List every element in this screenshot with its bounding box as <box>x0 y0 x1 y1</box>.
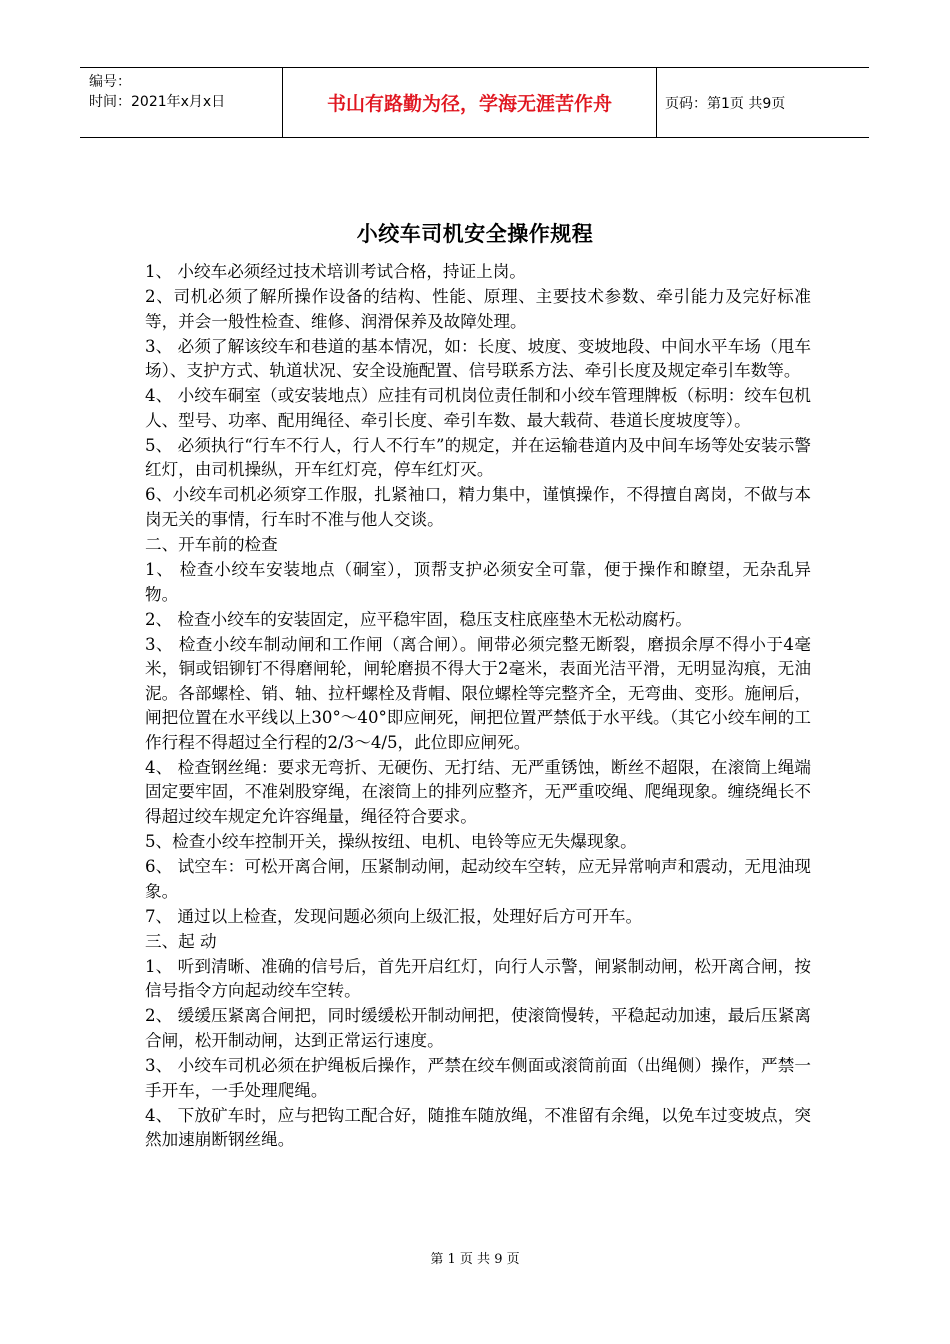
paragraph: 5、 必须执行“行车不行人，行人不行车”的规定，并在运输巷道内及中间车场等处安装示警红灯，由司机操纵，开车红灯亮，停车红灯灭。 <box>145 435 811 480</box>
header-meta <box>80 68 283 137</box>
paragraph: 2、 检查小绞车的安装固定，应平稳牢固，稳压支柱底座垫木无松动腐朽。 <box>145 609 692 629</box>
document-body <box>145 260 811 1153</box>
paragraph: 4、 下放矿车时，应与把钩工配合好，随推车随放绳，不准留有余绳，以免车过变坡点，突然加速崩断钢丝绳。 <box>145 1105 811 1150</box>
paragraph: 1、 检查小绞车安装地点（硐室），顶帮支护必须安全可靠，便于操作和瞭望，无杂乱异物。 <box>145 560 811 604</box>
paragraph: 1、 听到清晰、准确的信号后，首先开启红灯，向行人示警，闸紧制动闸，松开离合闸，按信号指令方向起动绞车空转。 <box>145 956 811 1001</box>
page-footer: 第 1 页 共 9 页 <box>430 1252 520 1267</box>
header-page-info: 页码：第1页 共9页 <box>665 95 786 112</box>
paragraph: 4、 小绞车硐室（或安装地点）应挂有司机岗位责任制和小绞车管理牌板（标明：绞车包机人、型号、功率、配用绳径、牵引长度、牵引车数、最大载荷、巷道长度坡度等）。 <box>145 386 811 430</box>
paragraph: 7、 通过以上检查，发现问题必须向上级汇报，处理好后方可开车。 <box>145 906 643 926</box>
time-label: 时间：2021年x月x日 <box>89 94 226 110</box>
paragraph: 2、司机必须了解所操作设备的结构、性能、原理、主要技术参数、牵引能力及完好标准等，并会一般性检查、维修、润滑保养及故障处理。 <box>145 287 811 331</box>
header-motto: 书山有路勤为径，学海无涯苦作舟 <box>283 68 657 137</box>
number-label: 编号： <box>89 74 131 90</box>
paragraph: 1、 小绞车必须经过技术培训考试合格，持证上岗。 <box>145 262 526 281</box>
paragraph: 6、 试空车：可松开离合闸，压紧制动闸，起动绞车空转，应无异常响声和震动，无甩油现象。 <box>145 857 811 901</box>
paragraph: 3、 小绞车司机必须在护绳板后操作，严禁在绞车侧面或滚筒前面（出绳侧）操作，严禁一手开车，一手处理爬绳。 <box>145 1056 811 1100</box>
paragraph: 2、 缓缓压紧离合闸把，同时缓缓松开制动闸把，使滚筒慢转，平稳起动加速，最后压紧离合闸，松开制动闸，达到正常运行速度。 <box>145 1006 811 1050</box>
paragraph: 4、 检查钢丝绳：要求无弯折、无硬伤、无打结、无严重锈蚀，断丝不超限，在滚筒上绳端固定要牢固，不准剁股穿绳，在滚筒上的排列应整齐，无严重咬绳、爬绳现象。缠绕绳长不得超过绞车规定允许容绳量，绳径符合要求。 <box>145 757 811 827</box>
document-title: 小绞车司机安全操作规程 <box>356 222 594 246</box>
page-header <box>80 67 869 138</box>
paragraph: 6、小绞车司机必须穿工作服，扎紧袖口，精力集中，谨慎操作，不得擅自离岗，不做与本岗无关的事情，行车时不准与他人交谈。 <box>145 485 811 529</box>
paragraph: 3、 检查小绞车制动闸和工作闸（离合闸）。闸带必须完整无断裂，磨损余厚不得小于4毫米，铜或铝铆钉不得磨闸轮，闸轮磨损不得大于2毫米，表面光洁平滑，无明显沟痕，无油泥。各部螺栓、销、轴、拉杆螺栓及背帽、限位螺栓等完整齐全，无弯曲、变形。施闸后，闸把位置在水平线以上30°～40°即应闸死，闸把位置严禁低于水平线。（其它小绞车闸的工作行程不得超过全行程的2/3～4/5，此位即应闸死。 <box>145 634 811 752</box>
section-heading: 三、起 动 <box>145 931 217 951</box>
section-heading: 二、开车前的检查 <box>145 535 278 555</box>
paragraph: 3、 必须了解该绞车和巷道的基本情况，如：长度、坡度、变坡地段、中间水平车场（甩车场）、支护方式、轨道状况、安全设施配置、信号联系方法、牵引长度及规定牵引车数等。 <box>145 336 811 381</box>
paragraph: 5、检查小绞车控制开关，操纵按纽、电机、电铃等应无失爆现象。 <box>145 832 637 852</box>
